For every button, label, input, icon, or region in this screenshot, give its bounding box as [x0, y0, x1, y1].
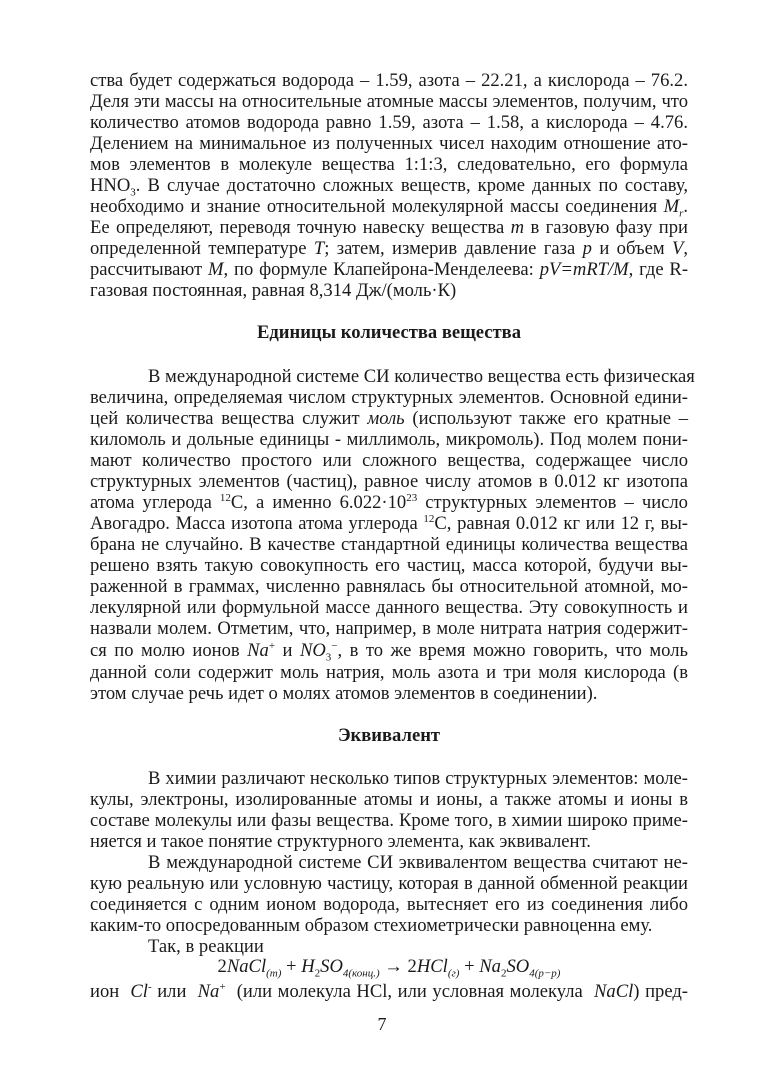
formula-fragment: + — [268, 639, 276, 652]
formula-fragment: 4(р−р) — [529, 967, 561, 980]
text-run: 2 — [217, 956, 227, 977]
formula-fragment: + — [219, 980, 226, 993]
text-run: этом случае речь идет о молях атомов элементов в соединении). — [90, 683, 598, 704]
formula-fragment: SO — [506, 956, 530, 977]
formula-fragment: 2 — [500, 967, 507, 980]
text-line — [148, 366, 695, 387]
text-run: няется и такое понятие структурного элемента, как эквивалент. — [90, 831, 591, 852]
text-run: величина, определяемая числом структурных элементов. Основной едини- — [90, 387, 688, 408]
text-run: решено взять такую совокупность его частиц, масса которой, будучи вы- — [90, 555, 688, 576]
text-run: структурных элементов – число — [417, 492, 688, 513]
text-line — [90, 981, 688, 1002]
section-heading — [90, 322, 688, 343]
text-run: HNO — [90, 175, 131, 196]
text-run: C, а именно 6.022·10 — [230, 492, 407, 513]
text-run: количество атомов водорода равно 1.59, азота – 1.58, а кислорода – 4.76. — [90, 112, 688, 133]
text-run: брана не случайно. В качестве стандартной единицы количества вещества — [90, 534, 688, 555]
formula-fragment: 2 — [314, 967, 321, 980]
text-line — [90, 894, 688, 915]
text-run: атома углерода — [90, 492, 220, 513]
text-run: мают количество простого или сложного вещества, содержащее число — [90, 450, 688, 471]
text-run: структурных элементов (частиц), равное числу атомов в 0.012 кг изотопа — [90, 471, 688, 492]
text-line — [90, 492, 688, 513]
text-line — [90, 873, 688, 894]
text-run: кую реальную или условную частицу, которая в данной обменной реакции — [90, 873, 688, 894]
formula-fragment: 23 — [406, 491, 418, 504]
text-line — [90, 915, 688, 936]
text-line — [90, 91, 688, 112]
text-run: газовая постоянная, равная 8,314 Дж/(моль·К) — [90, 280, 457, 301]
text-line — [90, 238, 688, 259]
text-line — [90, 133, 688, 154]
formula-fragment: Na — [247, 640, 269, 661]
formula-fragment: m — [510, 217, 525, 238]
formula-fragment: 12 — [219, 491, 231, 504]
text-line — [90, 683, 688, 704]
text-run: Делением на минимальное из полученных чисел находим отношение ато- — [90, 133, 688, 154]
text-line — [90, 280, 688, 301]
formula-fragment: Na — [197, 981, 220, 1002]
formula-fragment: r — [679, 207, 684, 220]
text-run: → 2 — [379, 956, 417, 977]
text-line — [90, 810, 688, 831]
text-run: составе молекулы или фазы вещества. Кроме того, в химии широко приме- — [90, 810, 688, 831]
formula-fragment: M — [208, 259, 224, 280]
text-run: . — [683, 196, 688, 217]
formula-fragment: H — [301, 956, 315, 977]
text-run: раженной в граммах, численно равнялась бы относительной атомной, мо- — [90, 576, 688, 597]
text-run: Так, в реакции — [148, 936, 264, 957]
text-line — [90, 429, 688, 450]
text-run: и объем — [591, 238, 672, 259]
text-line — [90, 259, 688, 280]
text-run: рассчитывают — [90, 259, 209, 280]
text-run: , — [683, 238, 689, 259]
text-line — [90, 450, 688, 471]
formula-fragment: моль — [367, 408, 405, 429]
text-line — [90, 513, 688, 534]
formula-fragment: 12 — [423, 512, 435, 525]
text-run: определенной температуре — [90, 238, 314, 259]
formula-fragment: SO — [320, 956, 343, 977]
text-line — [90, 387, 688, 408]
text-run: соединяется с одним ионом водорода, вытесняет его из соединения либо — [90, 894, 688, 915]
text-line — [90, 154, 688, 175]
text-run: в газовую фазу при — [524, 217, 688, 238]
text-line — [90, 618, 688, 639]
text-line — [90, 534, 688, 555]
text-run: кулы, электроны, изолированные атомы и ионы, а также атомы и ионы в — [90, 789, 688, 810]
text-run: и — [275, 640, 300, 661]
formula-fragment: T — [313, 238, 325, 259]
text-line — [90, 112, 688, 133]
text-line — [90, 70, 688, 91]
text-run: лекулярной или формульной массе данного вещества. Эту совокупность и — [90, 597, 688, 618]
text-line — [90, 597, 688, 618]
text-run: . В случае достаточно сложных веществ, кроме данных по составу, — [135, 175, 688, 196]
text-line — [148, 768, 688, 789]
text-line — [90, 662, 688, 683]
formula-fragment: Cl — [130, 981, 148, 1002]
formula-fragment: V — [672, 238, 684, 259]
text-line — [148, 852, 688, 873]
text-line — [90, 789, 688, 810]
text-run: Авогадро. Масса изотопа атома углерода — [90, 513, 424, 534]
text-run: необходимо и знание относительной молекулярной массы соединения — [90, 196, 664, 217]
formula-fragment: p — [582, 238, 592, 259]
text-run: данной соли содержит моль натрия, моль азота и три моля кислорода (в — [90, 662, 688, 683]
text-line — [90, 408, 688, 429]
formula-fragment: Na — [479, 956, 501, 977]
text-run: Эквивалент — [337, 725, 441, 746]
text-run: Ее определяют, переводя точную навеску вещества — [90, 217, 511, 238]
text-run: (используют также его кратные – — [404, 408, 688, 429]
formula-fragment: - — [147, 980, 152, 993]
text-line — [90, 555, 688, 576]
formula-fragment: (г) — [447, 967, 460, 980]
text-run: (или молекула HCl, или условная молекула — [225, 981, 594, 1002]
text-run: Единицы количества вещества — [256, 322, 522, 343]
text-run: ) пред- — [633, 981, 688, 1002]
text-line — [90, 576, 688, 597]
text-run: C, равная 0.012 кг или 12 г, вы- — [434, 513, 689, 534]
formula-fragment: NO — [299, 640, 326, 661]
page-number: 7 — [377, 1014, 387, 1034]
text-run: ся по молю ионов — [90, 640, 248, 661]
text-run: , в то же время можно говорить, что моль — [337, 640, 688, 661]
text-run: каким-то опосредованным образом стехиометрически равноценна ему. — [90, 915, 653, 936]
formula-fragment: HCl — [416, 956, 448, 977]
formula-fragment: 3 — [325, 651, 332, 664]
formula-fragment: NaCl — [226, 956, 267, 977]
text-line — [90, 956, 688, 980]
text-run: назвали молем. Отметим, что, например, в моле нитрата натрия содержит- — [90, 618, 688, 639]
text-line — [90, 217, 688, 238]
text-run: киломоль и дольные единицы - миллимоль, микромоль). Под молем пони- — [90, 429, 688, 450]
text-run: В международной системе СИ количество вещества есть физическая — [148, 366, 695, 387]
text-run: ион — [90, 981, 131, 1002]
text-run: мов элементов в молекуле вещества 1:1:3, следовательно, его формула — [90, 154, 688, 175]
formula-fragment: (т) — [266, 967, 282, 980]
formula-fragment: NaCl — [594, 981, 634, 1002]
text-line — [90, 471, 688, 492]
formula-fragment: − — [331, 639, 338, 652]
text-run: + — [281, 956, 302, 977]
text-run: ; затем, измерив давление газа — [324, 238, 583, 259]
text-line — [90, 175, 688, 199]
text-line — [148, 936, 688, 957]
section-heading — [90, 725, 688, 746]
text-run: ства будет содержаться водорода – 1.59, азота – 22.21, а кислорода – 76.2. — [90, 70, 688, 91]
text-run: , где R- — [628, 259, 689, 280]
text-run: В международной системе СИ эквивалентом вещества считают не- — [148, 852, 688, 873]
text-line — [90, 639, 688, 664]
text-run: В химии различают несколько типов структурных элементов: моле- — [148, 768, 688, 789]
formula-fragment: 4(конц.) — [342, 967, 380, 980]
text-run: + — [459, 956, 480, 977]
text-line — [90, 831, 688, 852]
formula-fragment: pV=mRT/M — [539, 259, 629, 280]
formula-fragment: M — [663, 196, 680, 217]
text-run: или — [151, 981, 198, 1002]
text-line — [90, 196, 688, 220]
text-run: цей количества вещества служит — [90, 408, 368, 429]
text-run: , по формуле Клапейрона-Менделеева: — [223, 259, 540, 280]
text-run: Деля эти массы на относительные атомные массы элементов, получим, что — [90, 91, 688, 112]
formula-fragment: 3 — [130, 186, 136, 199]
